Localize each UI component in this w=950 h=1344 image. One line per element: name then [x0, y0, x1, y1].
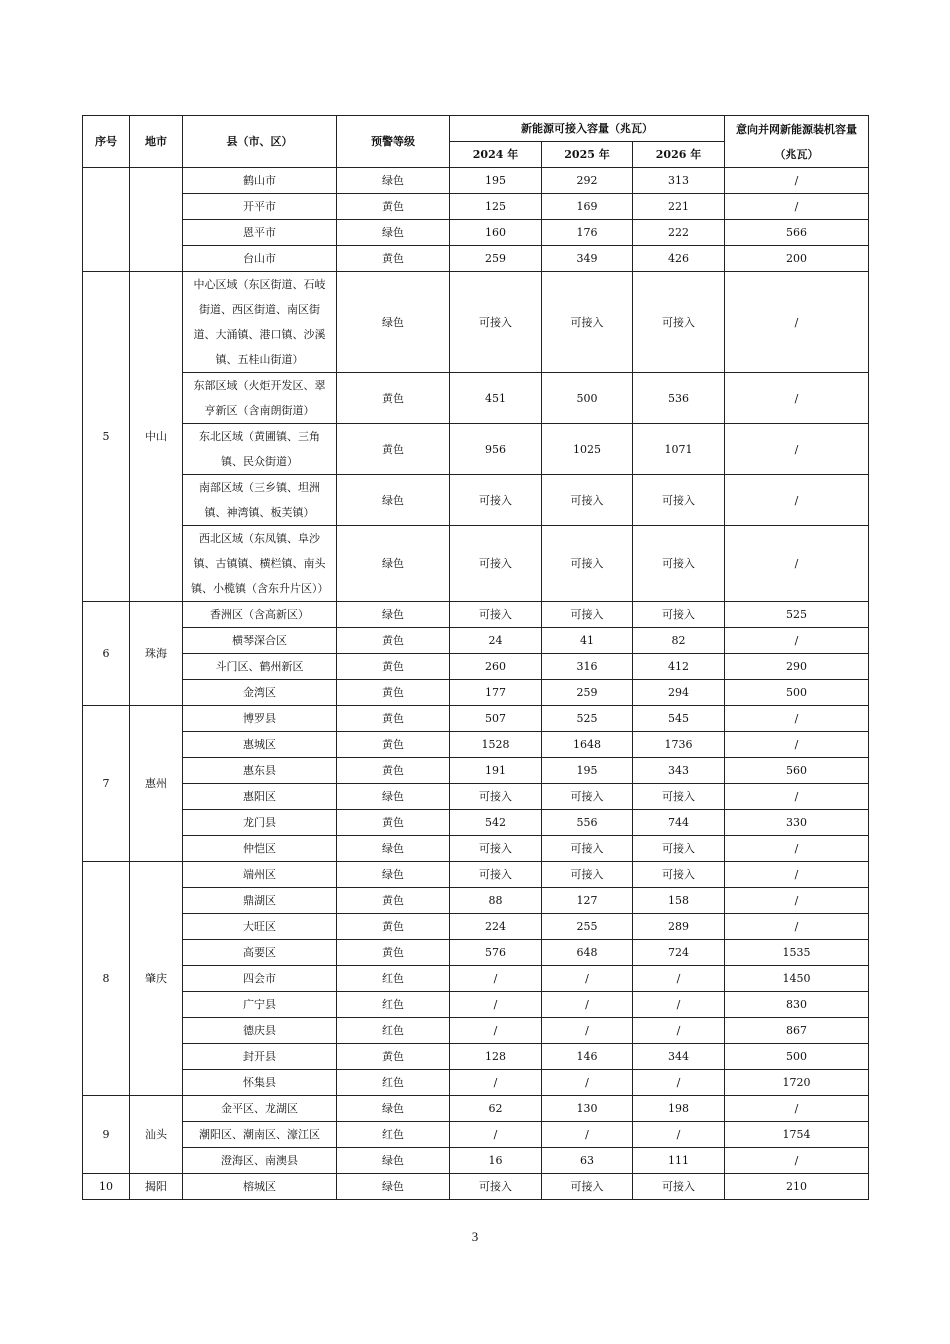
cell-intent-capacity: 330 — [725, 810, 869, 836]
cell-county: 鼎湖区 — [183, 888, 337, 914]
cell-warning-level: 黄色 — [337, 706, 450, 732]
cell-intent-capacity: / — [725, 475, 869, 526]
cell-warning-level: 黄色 — [337, 888, 450, 914]
cell-county: 南部区域（三乡镇、坦洲镇、神湾镇、板芙镇） — [183, 475, 337, 526]
cell-intent-capacity: 200 — [725, 246, 869, 272]
table-row — [83, 706, 869, 732]
cell-2026: 可接入 — [633, 862, 725, 888]
cell-2024: 可接入 — [450, 784, 542, 810]
cell-city — [130, 168, 183, 272]
capacity-table — [82, 115, 869, 1200]
cell-2024: 125 — [450, 194, 542, 220]
cell-2026: 744 — [633, 810, 725, 836]
cell-intent-capacity: / — [725, 1148, 869, 1174]
cell-warning-level: 绿色 — [337, 836, 450, 862]
table-row — [83, 1148, 869, 1174]
cell-warning-level: 绿色 — [337, 1174, 450, 1200]
cell-warning-level: 黄色 — [337, 1044, 450, 1070]
cell-county: 香洲区（含高新区） — [183, 602, 337, 628]
cell-city: 肇庆 — [130, 862, 183, 1096]
cell-intent-capacity: 1535 — [725, 940, 869, 966]
table-row — [83, 1070, 869, 1096]
cell-2026: / — [633, 966, 725, 992]
cell-intent-capacity: / — [725, 732, 869, 758]
cell-2024: 224 — [450, 914, 542, 940]
cell-county: 博罗县 — [183, 706, 337, 732]
cell-2025: 可接入 — [542, 862, 633, 888]
cell-2024: 可接入 — [450, 475, 542, 526]
cell-2025: 349 — [542, 246, 633, 272]
table-row — [83, 940, 869, 966]
table-row — [83, 194, 869, 220]
cell-2024: 可接入 — [450, 1174, 542, 1200]
cell-intent-capacity: / — [725, 1096, 869, 1122]
cell-2025: 146 — [542, 1044, 633, 1070]
cell-warning-level: 红色 — [337, 1122, 450, 1148]
cell-intent-capacity: / — [725, 784, 869, 810]
cell-2025: 556 — [542, 810, 633, 836]
cell-warning-level: 绿色 — [337, 526, 450, 602]
cell-2024: 可接入 — [450, 862, 542, 888]
header-year-2024: 2024 年 — [450, 142, 542, 168]
header-intent-capacity: 意向并网新能源装机容量（兆瓦） — [725, 116, 869, 168]
cell-warning-level: 绿色 — [337, 1096, 450, 1122]
table-row — [83, 373, 869, 424]
cell-warning-level: 黄色 — [337, 758, 450, 784]
cell-2024: 可接入 — [450, 836, 542, 862]
table-row — [83, 246, 869, 272]
cell-2024: 可接入 — [450, 526, 542, 602]
table-row — [83, 424, 869, 475]
cell-county: 惠城区 — [183, 732, 337, 758]
table-row — [83, 914, 869, 940]
cell-warning-level: 红色 — [337, 1070, 450, 1096]
cell-intent-capacity: / — [725, 862, 869, 888]
cell-2026: 724 — [633, 940, 725, 966]
cell-county: 澄海区、南澳县 — [183, 1148, 337, 1174]
table-row — [83, 680, 869, 706]
cell-2024: 576 — [450, 940, 542, 966]
cell-county: 恩平市 — [183, 220, 337, 246]
cell-intent-capacity: / — [725, 194, 869, 220]
cell-2024: 可接入 — [450, 602, 542, 628]
cell-county: 鹤山市 — [183, 168, 337, 194]
cell-warning-level: 红色 — [337, 966, 450, 992]
cell-2025: 63 — [542, 1148, 633, 1174]
cell-county: 中心区域（东区街道、石岐街道、西区街道、南区街道、大涌镇、港口镇、沙溪镇、五桂山街道） — [183, 272, 337, 373]
cell-intent-capacity: / — [725, 373, 869, 424]
cell-intent-capacity: 566 — [725, 220, 869, 246]
table-row — [83, 992, 869, 1018]
cell-warning-level: 黄色 — [337, 246, 450, 272]
cell-2025: / — [542, 966, 633, 992]
cell-warning-level: 黄色 — [337, 732, 450, 758]
cell-2024: 177 — [450, 680, 542, 706]
cell-county: 榕城区 — [183, 1174, 337, 1200]
cell-2025: 可接入 — [542, 784, 633, 810]
cell-2024: 160 — [450, 220, 542, 246]
cell-county: 惠阳区 — [183, 784, 337, 810]
table-row — [83, 475, 869, 526]
cell-2026: 545 — [633, 706, 725, 732]
cell-county: 东北区域（黄圃镇、三角镇、民众街道） — [183, 424, 337, 475]
cell-2025: 292 — [542, 168, 633, 194]
cell-2026: 1071 — [633, 424, 725, 475]
cell-county: 斗门区、鹤州新区 — [183, 654, 337, 680]
cell-county: 四会市 — [183, 966, 337, 992]
cell-county: 台山市 — [183, 246, 337, 272]
cell-intent-capacity: 500 — [725, 680, 869, 706]
cell-2026: 344 — [633, 1044, 725, 1070]
cell-2026: / — [633, 992, 725, 1018]
cell-warning-level: 黄色 — [337, 810, 450, 836]
cell-2024: 451 — [450, 373, 542, 424]
table-row — [83, 758, 869, 784]
cell-county: 横琴深合区 — [183, 628, 337, 654]
cell-2024: 1528 — [450, 732, 542, 758]
cell-2026: 可接入 — [633, 602, 725, 628]
cell-intent-capacity: 1450 — [725, 966, 869, 992]
cell-2024: / — [450, 992, 542, 1018]
cell-2026: / — [633, 1018, 725, 1044]
cell-2025: 195 — [542, 758, 633, 784]
cell-warning-level: 黄色 — [337, 940, 450, 966]
cell-intent-capacity: / — [725, 628, 869, 654]
cell-county: 西北区域（东凤镇、阜沙镇、古镇镇、横栏镇、南头镇、小榄镇（含东升片区）） — [183, 526, 337, 602]
table-row — [83, 810, 869, 836]
cell-2024: 88 — [450, 888, 542, 914]
table-row — [83, 1096, 869, 1122]
cell-warning-level: 黄色 — [337, 373, 450, 424]
table-row — [83, 1018, 869, 1044]
cell-2025: 259 — [542, 680, 633, 706]
cell-2026: 158 — [633, 888, 725, 914]
cell-2026: 可接入 — [633, 1174, 725, 1200]
cell-county: 仲恺区 — [183, 836, 337, 862]
cell-intent-capacity: / — [725, 424, 869, 475]
cell-county: 高要区 — [183, 940, 337, 966]
cell-warning-level: 绿色 — [337, 475, 450, 526]
cell-intent-capacity: 867 — [725, 1018, 869, 1044]
cell-county: 大旺区 — [183, 914, 337, 940]
table-row — [83, 836, 869, 862]
cell-city: 珠海 — [130, 602, 183, 706]
cell-county: 东部区域（火炬开发区、翠亨新区（含南朗街道） — [183, 373, 337, 424]
cell-2026: 221 — [633, 194, 725, 220]
cell-2024: 507 — [450, 706, 542, 732]
cell-2026: 可接入 — [633, 272, 725, 373]
cell-intent-capacity: 210 — [725, 1174, 869, 1200]
cell-warning-level: 绿色 — [337, 272, 450, 373]
cell-county: 封开县 — [183, 1044, 337, 1070]
cell-intent-capacity: 290 — [725, 654, 869, 680]
cell-county: 德庆县 — [183, 1018, 337, 1044]
cell-intent-capacity: / — [725, 706, 869, 732]
cell-warning-level: 绿色 — [337, 220, 450, 246]
cell-city: 揭阳 — [130, 1174, 183, 1200]
cell-2025: 1025 — [542, 424, 633, 475]
cell-2025: / — [542, 1018, 633, 1044]
table-row — [83, 272, 869, 373]
table-row — [83, 168, 869, 194]
cell-seq: 5 — [83, 272, 130, 602]
cell-2025: 169 — [542, 194, 633, 220]
cell-seq: 8 — [83, 862, 130, 1096]
cell-county: 广宁县 — [183, 992, 337, 1018]
cell-county: 金平区、龙湖区 — [183, 1096, 337, 1122]
cell-2024: / — [450, 1122, 542, 1148]
cell-intent-capacity: 525 — [725, 602, 869, 628]
cell-2025: 41 — [542, 628, 633, 654]
table-row — [83, 220, 869, 246]
cell-2025: / — [542, 1070, 633, 1096]
cell-intent-capacity: 560 — [725, 758, 869, 784]
cell-2025: 255 — [542, 914, 633, 940]
cell-warning-level: 红色 — [337, 1018, 450, 1044]
cell-2024: / — [450, 1018, 542, 1044]
cell-2024: 24 — [450, 628, 542, 654]
cell-intent-capacity: / — [725, 168, 869, 194]
cell-seq: 10 — [83, 1174, 130, 1200]
cell-2025: / — [542, 992, 633, 1018]
cell-intent-capacity: / — [725, 272, 869, 373]
cell-seq: 6 — [83, 602, 130, 706]
cell-2025: 可接入 — [542, 602, 633, 628]
header-seq: 序号 — [83, 116, 130, 168]
table-row — [83, 862, 869, 888]
cell-warning-level: 绿色 — [337, 862, 450, 888]
cell-2026: 可接入 — [633, 784, 725, 810]
table-row — [83, 628, 869, 654]
cell-warning-level: 红色 — [337, 992, 450, 1018]
cell-2026: 343 — [633, 758, 725, 784]
cell-2025: / — [542, 1122, 633, 1148]
cell-2025: 可接入 — [542, 836, 633, 862]
cell-2025: 可接入 — [542, 526, 633, 602]
cell-warning-level: 黄色 — [337, 424, 450, 475]
cell-2026: 可接入 — [633, 475, 725, 526]
table-row — [83, 784, 869, 810]
cell-2025: 525 — [542, 706, 633, 732]
header-year-2026: 2026 年 — [633, 142, 725, 168]
table-row — [83, 1122, 869, 1148]
cell-2024: / — [450, 1070, 542, 1096]
cell-2025: 可接入 — [542, 475, 633, 526]
cell-2025: 130 — [542, 1096, 633, 1122]
cell-2026: 可接入 — [633, 526, 725, 602]
header-warning-level: 预警等级 — [337, 116, 450, 168]
cell-2024: 195 — [450, 168, 542, 194]
table-row — [83, 654, 869, 680]
cell-seq: 9 — [83, 1096, 130, 1174]
cell-warning-level: 黄色 — [337, 914, 450, 940]
cell-2024: 16 — [450, 1148, 542, 1174]
cell-city: 惠州 — [130, 706, 183, 862]
cell-intent-capacity: 1754 — [725, 1122, 869, 1148]
cell-2026: 1736 — [633, 732, 725, 758]
cell-warning-level: 黄色 — [337, 628, 450, 654]
cell-2026: 222 — [633, 220, 725, 246]
cell-2026: 412 — [633, 654, 725, 680]
header-county: 县（市、区） — [183, 116, 337, 168]
cell-2024: / — [450, 966, 542, 992]
table-header — [83, 116, 869, 168]
cell-2025: 176 — [542, 220, 633, 246]
cell-2026: 82 — [633, 628, 725, 654]
cell-seq: 7 — [83, 706, 130, 862]
cell-2024: 542 — [450, 810, 542, 836]
cell-warning-level: 绿色 — [337, 784, 450, 810]
table-row — [83, 1044, 869, 1070]
cell-county: 金湾区 — [183, 680, 337, 706]
table-row — [83, 888, 869, 914]
cell-county: 端州区 — [183, 862, 337, 888]
cell-2025: 可接入 — [542, 272, 633, 373]
cell-2026: / — [633, 1070, 725, 1096]
cell-2026: 426 — [633, 246, 725, 272]
cell-warning-level: 绿色 — [337, 168, 450, 194]
table-row — [83, 1174, 869, 1200]
cell-county: 开平市 — [183, 194, 337, 220]
cell-warning-level: 黄色 — [337, 194, 450, 220]
cell-city: 中山 — [130, 272, 183, 602]
cell-intent-capacity: / — [725, 888, 869, 914]
header-year-2025: 2025 年 — [542, 142, 633, 168]
cell-2026: 可接入 — [633, 836, 725, 862]
cell-2025: 可接入 — [542, 1174, 633, 1200]
cell-intent-capacity: 830 — [725, 992, 869, 1018]
cell-warning-level: 黄色 — [337, 654, 450, 680]
header-city: 地市 — [130, 116, 183, 168]
cell-2026: 289 — [633, 914, 725, 940]
cell-2025: 500 — [542, 373, 633, 424]
cell-2024: 62 — [450, 1096, 542, 1122]
cell-county: 惠东县 — [183, 758, 337, 784]
cell-2026: 111 — [633, 1148, 725, 1174]
cell-county: 潮阳区、潮南区、濠江区 — [183, 1122, 337, 1148]
cell-intent-capacity: / — [725, 914, 869, 940]
cell-warning-level: 绿色 — [337, 1148, 450, 1174]
cell-2025: 648 — [542, 940, 633, 966]
cell-intent-capacity: / — [725, 526, 869, 602]
table-row — [83, 966, 869, 992]
cell-2026: 313 — [633, 168, 725, 194]
cell-2026: 294 — [633, 680, 725, 706]
cell-2024: 128 — [450, 1044, 542, 1070]
cell-2024: 191 — [450, 758, 542, 784]
table-row — [83, 526, 869, 602]
table-row — [83, 732, 869, 758]
table-body — [83, 168, 869, 1200]
cell-2025: 316 — [542, 654, 633, 680]
table-row — [83, 602, 869, 628]
cell-2024: 可接入 — [450, 272, 542, 373]
cell-2024: 956 — [450, 424, 542, 475]
cell-warning-level: 黄色 — [337, 680, 450, 706]
page-number: 3 — [471, 1229, 479, 1244]
cell-seq — [83, 168, 130, 272]
cell-intent-capacity: 500 — [725, 1044, 869, 1070]
cell-warning-level: 绿色 — [337, 602, 450, 628]
header-capacity-group: 新能源可接入容量（兆瓦） — [450, 116, 725, 142]
cell-2026: 536 — [633, 373, 725, 424]
cell-2026: 198 — [633, 1096, 725, 1122]
cell-intent-capacity: 1720 — [725, 1070, 869, 1096]
cell-county: 怀集县 — [183, 1070, 337, 1096]
cell-2024: 260 — [450, 654, 542, 680]
cell-2024: 259 — [450, 246, 542, 272]
cell-city: 汕头 — [130, 1096, 183, 1174]
cell-2025: 127 — [542, 888, 633, 914]
cell-intent-capacity: / — [725, 836, 869, 862]
cell-2026: / — [633, 1122, 725, 1148]
cell-county: 龙门县 — [183, 810, 337, 836]
cell-2025: 1648 — [542, 732, 633, 758]
